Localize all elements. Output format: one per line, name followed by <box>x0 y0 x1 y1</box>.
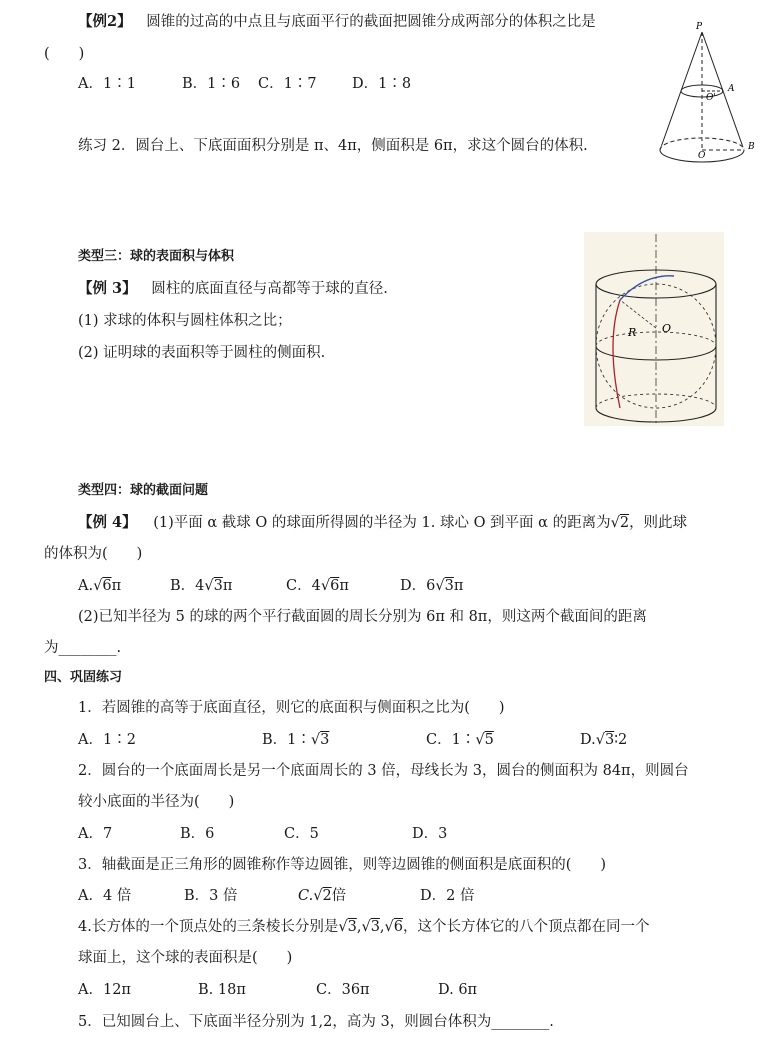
example-4-option-c: C．4√6π <box>286 578 349 594</box>
exercise-2-line-1: 2．圆台的一个底面周长是另一个底面周长的 3 倍，母线长为 3，圆台的侧面积为 84π，则圆台 <box>78 763 689 779</box>
exercise-2-option-d: D．3 <box>412 826 448 842</box>
exercise-1: 1．若圆锥的高等于底面直径，则它的底面积与侧面积之比为( ) <box>78 700 505 716</box>
example-3-text: 圆柱的底面直径与高都等于球的直径. <box>151 281 388 297</box>
example-2-option-b: B．1∶6 <box>182 76 241 92</box>
exercise-4-option-c: C．36π <box>316 982 370 998</box>
exercise-2-option-b: B．6 <box>180 826 215 842</box>
exercise-1-option-a: A．1∶2 <box>78 732 136 748</box>
exercise-1-option-c: C．1∶√5 <box>426 732 494 748</box>
example-3-line <box>78 279 388 299</box>
cylinder-sphere-figure <box>584 232 724 426</box>
cylinder-label-r: R <box>628 326 637 339</box>
example-4-line-2: 的体积为( ) <box>44 546 143 562</box>
cone-label-p: P <box>696 22 703 32</box>
example-2-text: 圆锥的过高的中点且与底面平行的截面把圆锥分成两部分的体积之比是 <box>146 14 596 30</box>
exercise-3: 3．轴截面是正三角形的圆锥称作等边圆锥，则等边圆锥的侧面积是底面积的( ) <box>78 857 607 873</box>
example-2-option-c: C．1∶7 <box>258 76 317 92</box>
example-2-paren: ( ) <box>44 46 85 62</box>
section-4-heading: 四、巩固练习 <box>44 670 123 685</box>
example-4-line-1 <box>78 513 687 533</box>
example-4-option-b: B．4√3π <box>170 578 233 594</box>
example-2-line <box>78 12 596 32</box>
type-3-heading: 类型三：球的表面积与体积 <box>78 249 235 264</box>
example-4-q2-line-2: 为________. <box>44 640 122 656</box>
type-4-heading: 类型四：球的截面问题 <box>78 483 209 498</box>
example-2-tag: 【例2】 <box>78 13 132 30</box>
example-4-q2-line-1: (2)已知半径为 5 的球的两个平行截面圆的周长分别为 6π 和 8π，则这两个截面间的距离 <box>78 609 647 625</box>
exercise-5: 5．已知圆台上、下底面半径分别为 1,2，高为 3，则圆台体积为________. <box>78 1014 554 1030</box>
example-4-text-a: (1)平面 α 截球 O 的球面所得圆的半径为 1. 球心 O 到平面 α 的距离为 <box>153 515 611 531</box>
example-4-option-d: D．6√3π <box>400 578 464 594</box>
exercise-2-option-c: C．5 <box>284 826 319 842</box>
practice-2: 练习 2．圆台上、下底面面积分别是 π、4π，侧面积是 6π，求这个圆台的体积. <box>78 138 588 154</box>
exercise-4-option-b: B. 18π <box>198 982 246 998</box>
cone-label-o1: O' <box>706 93 716 103</box>
example-4-tag: 【例 4】 <box>78 514 137 531</box>
example-2-option-a: A．1∶1 <box>78 76 136 92</box>
cone-label-o: O <box>698 151 706 161</box>
exercise-3-option-b: B．3 倍 <box>184 888 238 904</box>
example-4-radicand: 2 <box>619 515 630 531</box>
cylinder-label-o: O <box>662 322 672 335</box>
example-3-q2: (2) 证明球的表面积等于圆柱的侧面积. <box>78 345 326 361</box>
cone-label-b: B <box>748 142 755 152</box>
exercise-1-option-d: D.√3∶2 <box>580 732 628 748</box>
cone-label-a: A <box>728 84 735 94</box>
sqrt-sign: √ <box>610 515 620 531</box>
example-3-q1: (1) 求球的体积与圆柱体积之比； <box>78 313 292 329</box>
exercise-4-line-1: 4.长方体的一个顶点处的三条棱长分别是√3,√3,√6，这个长方体它的八个顶点都在同一个 <box>78 919 650 935</box>
exercise-2-line-2: 较小底面的半径为( ) <box>78 794 235 810</box>
exercise-2-option-a: A．7 <box>78 826 113 842</box>
exercise-4-option-a: A．12π <box>78 982 131 998</box>
example-4-text-b: ，则此球 <box>629 515 688 531</box>
example-2-option-d: D．1∶8 <box>352 76 412 92</box>
exercise-3-option-d: D．2 倍 <box>420 888 475 904</box>
exercise-1-option-b: B．1∶√3 <box>262 732 330 748</box>
cone-figure <box>652 18 767 170</box>
exercise-3-option-c: C.√2倍 <box>298 888 347 904</box>
example-4-option-a: A.√6π <box>78 578 122 594</box>
exercise-3-option-a: A．4 倍 <box>78 888 132 904</box>
example-3-tag: 【例 3】 <box>78 280 137 297</box>
exercise-4-option-d: D. 6π <box>438 982 478 998</box>
exercise-4-line-2: 球面上，这个球的表面积是( ) <box>78 950 293 966</box>
